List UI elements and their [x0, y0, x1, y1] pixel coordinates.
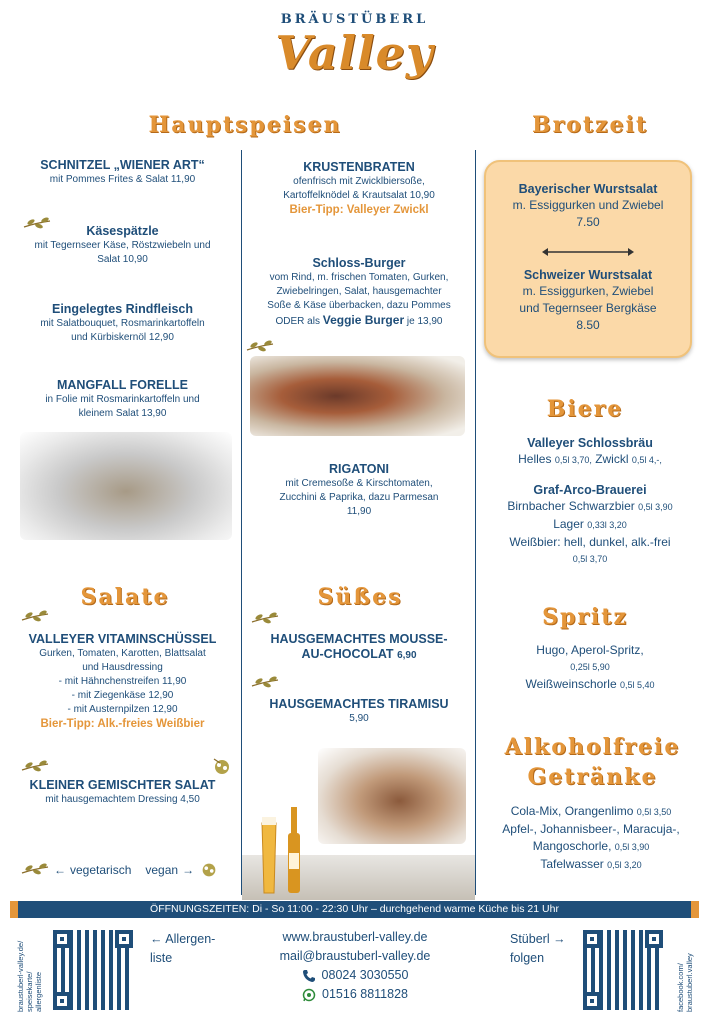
section-title-spritz: Spritz: [542, 604, 628, 630]
facebook-url-vertical: facebook.com/ braustuberl.valley: [676, 953, 694, 1012]
column-divider-left: [241, 150, 242, 895]
dish-rindfleisch: [10, 302, 235, 345]
dish-forelle: [10, 378, 235, 421]
brand-logo: Valley: [275, 26, 434, 80]
dish-option: - mit Hähnchenstreifen 11,90: [58, 676, 187, 687]
beer-tip: Bier-Tipp: Valleyer Zwickl: [289, 204, 429, 216]
dish-krustenbraten: [245, 160, 473, 218]
dish-description: Salat 10,90: [97, 254, 148, 265]
legend-vegetarisch: vegetarisch: [70, 863, 132, 877]
dish-description: und Hausdressing: [82, 662, 163, 673]
alkoholfrei-list: [480, 803, 702, 874]
dish-description: mit Pommes Frites & Salat 11,90: [49, 174, 196, 185]
vegetarian-leaf-icon: [245, 340, 275, 354]
section-title-getraenke: Getränke: [527, 764, 658, 790]
vegan-leaf-icon: [198, 860, 220, 880]
section-title-salate: Salate: [80, 584, 170, 610]
dish-description: m. Essiggurken, Zwiebel: [522, 284, 654, 298]
dish-description: m. Essiggurken und Zwiebel: [512, 198, 664, 212]
dish-kaesespaetzle: [10, 224, 235, 267]
dish-tiramisu: [245, 697, 473, 726]
dish-price: 6,90: [397, 650, 417, 661]
spritz-list: [480, 642, 700, 694]
dish-schnitzel: [10, 158, 235, 187]
section-title-alkoholfrei: Alkoholfreie: [504, 734, 681, 760]
column-divider-right: [475, 150, 476, 895]
brewery-name: Graf-Arco-Brauerei: [533, 483, 647, 497]
dish-title: Käsespätzle: [86, 224, 159, 238]
dish-title: VALLEYER VITAMINSCHÜSSEL: [28, 632, 217, 646]
dish-schweizer-wurstsalat: [484, 268, 692, 334]
arrow-right-icon: →: [549, 932, 566, 946]
arrow-left-icon: ←: [54, 863, 66, 877]
brand-subtitle: BRÄUSTÜBERL: [280, 12, 429, 27]
dish-description: Soße & Käse überbacken, dazu Pommes: [267, 300, 451, 311]
drink-item: Hugo, Aperol-Spritz,: [536, 643, 644, 657]
section-title-suesses: Süßes: [317, 584, 403, 610]
dish-title: Schweizer Wurstsalat: [523, 268, 653, 282]
dish-description: ofenfrisch mit Zwicklbiersoße,: [293, 176, 425, 187]
allergen-url-vertical: braustuberl-valley.de/ speisekarte/ allergenliste: [16, 940, 43, 1012]
dish-title: HAUSGEMACHTES TIRAMISU: [269, 697, 449, 711]
dish-title: KLEINER GEMISCHTER SALAT: [29, 778, 216, 792]
beer-tip: Bier-Tipp: Alk.-freies Weißbier: [40, 718, 205, 730]
dish-vitaminschuessel: [10, 632, 235, 732]
brewery-name: Valleyer Schlossbräu: [527, 436, 653, 450]
beer-item: Lager 0,33l 3,20: [553, 517, 627, 531]
vegetarian-leaf-icon: [20, 863, 50, 877]
dish-title: Schloss-Burger: [312, 256, 406, 270]
dish-price: 11,90: [346, 506, 372, 517]
dish-title: AU-CHOCOLAT 6,90: [301, 647, 417, 661]
drink-item: Tafelwasser 0,5l 3,20: [540, 857, 642, 871]
whatsapp-row[interactable]: 01516 8811828: [240, 985, 470, 1004]
allergen-qr-code[interactable]: [53, 930, 133, 1010]
dish-price: 8.50: [576, 318, 600, 332]
dish-description: ODER als Veggie Burger je 13,90: [275, 313, 443, 327]
vegetarian-leaf-icon: [250, 612, 280, 626]
dish-bayerischer-wurstsalat: [484, 182, 692, 231]
ornament-divider: [540, 247, 636, 257]
dish-title: KRUSTENBRATEN: [303, 160, 415, 174]
dish-description: Kartoffelknödel & Krautsalat 10,90: [283, 190, 435, 201]
dish-description: Gurken, Tomaten, Karotten, Blattsalat: [39, 648, 206, 659]
drink-item: Weißweinschorle 0,5l 5,40: [525, 677, 655, 691]
website-link[interactable]: www.braustuberl-valley.de: [282, 930, 428, 944]
veggie-burger-label: Veggie Burger: [322, 313, 405, 327]
dish-description: Zucchini & Paprika, dazu Parmesan: [279, 492, 439, 503]
dish-title: Eingelegtes Rindfleisch: [51, 302, 193, 316]
beer-item: Helles 0,5l 3,70, Zwickl 0,5l 4,-,: [518, 452, 662, 466]
legend-vegan: vegan: [145, 863, 179, 877]
opening-hours-bar: ÖFFNUNGSZEITEN: Di - So 11:00 - 22:30 Uhr – durchgehend warme Küche bis 21 Uhr: [10, 901, 699, 918]
dish-description: und Kürbiskernöl 12,90: [71, 332, 174, 343]
vegetarian-leaf-icon: [20, 760, 50, 774]
burger-ingredients-photo: [250, 356, 465, 436]
section-title-brotzeit: Brotzeit: [531, 112, 649, 138]
biere-list: [480, 436, 700, 568]
beer-item: Weißbier: hell, dunkel, alk.-frei: [509, 535, 671, 549]
drink-item: Mangoschorle, 0,5l 3,90: [532, 839, 650, 853]
dish-price: 10,90: [409, 190, 435, 201]
dish-description: vom Rind, m. frischen Tomaten, Gurken,: [269, 272, 449, 283]
dish-price: 5,90: [349, 713, 369, 724]
dish-description: in Folie mit Rosmarinkartoffeln und: [45, 394, 200, 405]
trout-photo: [20, 432, 232, 540]
dish-gemischter-salat: [10, 778, 235, 807]
dish-description: und Tegernseer Bergkäse: [519, 301, 657, 315]
contact-block: [240, 928, 470, 1004]
vegetarian-leaf-icon: [250, 676, 280, 690]
phone-row[interactable]: 08024 3030550: [240, 966, 470, 985]
arrow-left-icon: ←: [150, 932, 166, 946]
dish-description: mit hausgemachtem Dressing 4,50: [45, 794, 200, 805]
allergen-link[interactable]: ← Allergen- liste: [150, 932, 216, 965]
dish-mousse: [245, 632, 473, 663]
dish-title: Bayerischer Wurstsalat: [518, 182, 658, 196]
email-link[interactable]: mail@braustuberl-valley.de: [279, 949, 431, 963]
drink-price: 0,25l 5,90: [570, 662, 610, 672]
vegetarian-leaf-icon: [20, 610, 50, 624]
diet-legend: [20, 858, 235, 882]
section-title-hauptspeisen: Hauptspeisen: [148, 112, 342, 138]
drink-item: Apfel-, Johannisbeer-, Maracuja-,: [502, 822, 680, 836]
whatsapp-icon: [302, 988, 316, 1002]
beer-glass-bottle-icon: [258, 803, 306, 899]
dish-description: mit Salatbouquet, Rosmarinkartoffeln: [40, 318, 205, 329]
dish-description: mit Cremesoße & Kirschtomaten,: [285, 478, 433, 489]
section-title-biere: Biere: [546, 396, 624, 422]
facebook-link[interactable]: Stüberl → folgen: [510, 932, 566, 965]
arrow-right-icon: →: [182, 863, 195, 877]
vegan-leaf-icon: [210, 756, 234, 778]
dish-option: - mit Austernpilzen 12,90: [67, 704, 178, 715]
dish-description: mit Tegernseer Käse, Röstzwiebeln und: [34, 240, 211, 251]
beer-item: Birnbacher Schwarzbier 0,5l 3,90: [507, 499, 673, 513]
dish-title: HAUSGEMACHTES MOUSSE-: [270, 632, 448, 646]
facebook-qr-code[interactable]: [583, 930, 663, 1010]
dish-title: RIGATONI: [329, 462, 389, 476]
tiramisu-photo: [318, 748, 466, 844]
dish-rigatoni: [245, 462, 473, 519]
drink-item: Cola-Mix, Orangenlimo 0,5l 3,50: [510, 804, 672, 818]
phone-icon: [302, 969, 316, 983]
beer-price: 0,5l 3,70: [572, 554, 608, 564]
dish-price: 7.50: [576, 215, 600, 229]
dish-description: Zwiebelringen, Salat, hausgemachter: [276, 286, 442, 297]
dish-title: MANGFALL FORELLE: [56, 378, 188, 392]
dish-title: SCHNITZEL „WIENER ART“: [40, 158, 205, 172]
dish-option: - mit Ziegenkäse 12,90: [71, 690, 174, 701]
dish-schloss-burger: [245, 256, 473, 329]
dish-description: kleinem Salat 13,90: [78, 408, 167, 419]
